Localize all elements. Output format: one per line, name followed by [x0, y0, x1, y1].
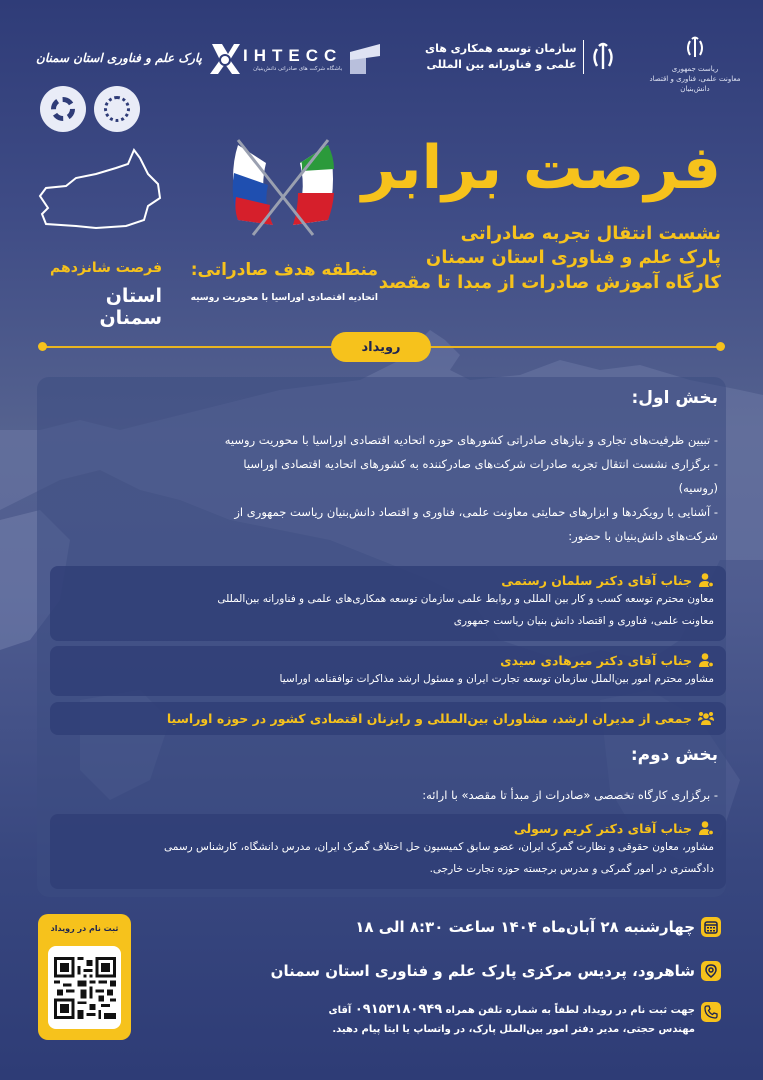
user-icon — [698, 572, 714, 588]
contact-row — [328, 1000, 721, 1039]
park-name: پارک علم و فناوری استان سمنان — [36, 51, 202, 65]
section1-line: - آشنایی با رویکردها و ابزارهای حمایتی معاونت علمی، فناوری و اقتصاد دانش‌بنیان ریاست جمهوری از — [234, 505, 718, 519]
speaker-desc-line: مشاور محترم امور بین‌الملل سازمان توسعه تجارت ایران و مسئول ارشد مذاکرات توافقنامه اوراسیا — [279, 673, 714, 685]
province-label: فرصت شانزدهم — [50, 260, 162, 276]
section1-line: شرکت‌های دانش‌بنیان با حضور: — [568, 529, 718, 543]
group-note: جمعی از مدیران ارشد، مشاوران بین‌المللی و رایزنان اقتصادی کشور در حوزه اوراسیا — [166, 710, 692, 726]
group-icon — [698, 710, 714, 726]
intl-org-line1: سازمان توسعه همکاری های — [425, 41, 577, 55]
presidency-line2: معاونت علمی، فناوری و اقتصاد دانش‌بنیان — [649, 74, 741, 93]
contact-suffix: آقای — [328, 1005, 352, 1016]
subtitle-line-3: کارگاه آموزش صادرات از مبدا تا مقصد — [378, 271, 721, 293]
ihtecc-mark-icon — [348, 42, 382, 76]
phone-icon — [701, 1002, 721, 1022]
qr-title: ثبت نام در رویداد — [50, 924, 119, 933]
intl-org-line2: علمی و فناورانه بین المللی — [426, 58, 577, 71]
speaker-card — [50, 646, 726, 696]
iran-emblem-icon — [590, 41, 616, 73]
ihtecc-logo — [243, 42, 382, 76]
section2-title: بخش دوم: — [630, 745, 718, 765]
section1-line: (روسیه) — [678, 481, 718, 495]
target-region-title: منطقه هدف صادراتی: — [190, 260, 378, 280]
registration-qr-card[interactable] — [38, 914, 131, 1040]
ihtecc-subtitle: باشگاه شرکت های صادراتی دانش‌بنیان — [253, 66, 343, 72]
commerce-seal-icon — [94, 86, 140, 132]
subtitle-line-1: نشست انتقال تجربه صادراتی — [460, 223, 721, 244]
iran-emblem-icon — [684, 35, 706, 61]
section2-line: - برگزاری کارگاه تخصصی «صادرات از مبدأ تا مقصد» با ارائه: — [422, 788, 718, 802]
event-location: شاهرود، پردیس مرکزی پارک علم و فناوری استان سمنان — [270, 962, 695, 980]
user-icon — [698, 652, 714, 668]
date-time-row — [355, 917, 721, 937]
presidency-logo — [645, 35, 745, 94]
event-label-pill: رویداد — [331, 332, 431, 362]
speaker-card — [50, 566, 726, 641]
calendar-icon — [701, 917, 721, 937]
speaker-name: جناب آقای دکتر سلمان رستمی — [501, 572, 692, 588]
section1-line: - تبیین ظرفیت‌های تجاری و نیازهای صادراتی کشورهای حوزه اتحادیه اقتصادی اوراسیا با محوریت روسیه — [224, 433, 718, 447]
speaker-desc-line: مشاور، معاون حقوقی و نظارت گمرک ایران، عضو سابق کمیسیون حل اختلاف گمرک ایران، مدرس دانشگاه، کارشناس رسمی — [164, 841, 714, 853]
semnan-province-map-icon — [36, 148, 164, 230]
group-note-card — [50, 702, 726, 735]
event-date-time: چهارشنبه ۲۸ آبان‌ماه ۱۴۰۴ ساعت ۸:۳۰ الی ۱۸ — [355, 918, 695, 936]
chamber-seal-icon — [40, 86, 86, 132]
qr-code[interactable] — [48, 946, 121, 1029]
user-icon — [698, 820, 714, 836]
target-region-subtitle: اتحادیه اقتصادی اوراسیا با محوریت روسیه — [190, 293, 378, 303]
section1-line: - برگزاری نشست انتقال تجربه صادرات شرکت‌های صادرکننده به کشورهای اتحادیه اقتصادی اوراسیا — [243, 457, 718, 471]
subtitle-line-2: پارک علم و فناوری استان سمنان — [425, 247, 721, 269]
divider-dot-right — [716, 342, 725, 351]
contact-phone[interactable]: ۰۹۱۵۳۱۸۰۹۴۹ — [354, 1002, 443, 1017]
divider-dot-left — [38, 342, 47, 351]
contact-line-2: مهندس حجتی، مدیر دفتر امور بین‌الملل پارک، در واتساپ یا ایتا پیام دهید. — [332, 1024, 695, 1035]
section1-title: بخش اول: — [631, 388, 718, 408]
ihtecc-name: IHTECC — [243, 46, 343, 65]
russia-iran-flags-icon — [218, 135, 348, 240]
location-row — [271, 961, 721, 981]
province-name: استان سمنان — [99, 285, 162, 329]
qr-code-icon — [54, 957, 116, 1019]
event-title: فرصت برابر — [361, 133, 721, 203]
section1-lines — [38, 428, 718, 548]
contact-prefix: جهت ثبت نام در رویداد لطفاً به شماره تلفن همراه — [445, 1005, 695, 1016]
presidency-line1: ریاست جمهوری — [671, 65, 719, 73]
park-mark-icon — [208, 40, 242, 76]
event-subtitle — [379, 222, 721, 295]
contact-line-1 — [328, 1000, 695, 1020]
speaker-desc-line: دادگستری در امور گمرکی و مدرس برجسته حوزه تجارت خارجی. — [429, 863, 714, 875]
location-pin-icon — [701, 961, 721, 981]
speaker-name: جناب آقای دکتر کریم رسولی — [513, 820, 692, 836]
intl-org-logo — [425, 40, 616, 74]
speaker-desc-line: معاونت علمی، فناوری و اقتصاد دانش بنیان ریاست جمهوری — [453, 615, 714, 627]
park-logo — [36, 40, 242, 76]
speaker-name: جناب آقای دکتر میرهادی سیدی — [500, 652, 692, 668]
speaker-desc-line: معاون محترم توسعه کسب و کار بین المللی و روابط علمی سازمان توسعه همکاری‌های علمی و فناورانه بین‌المللی — [217, 593, 714, 605]
speaker-card — [50, 814, 726, 889]
